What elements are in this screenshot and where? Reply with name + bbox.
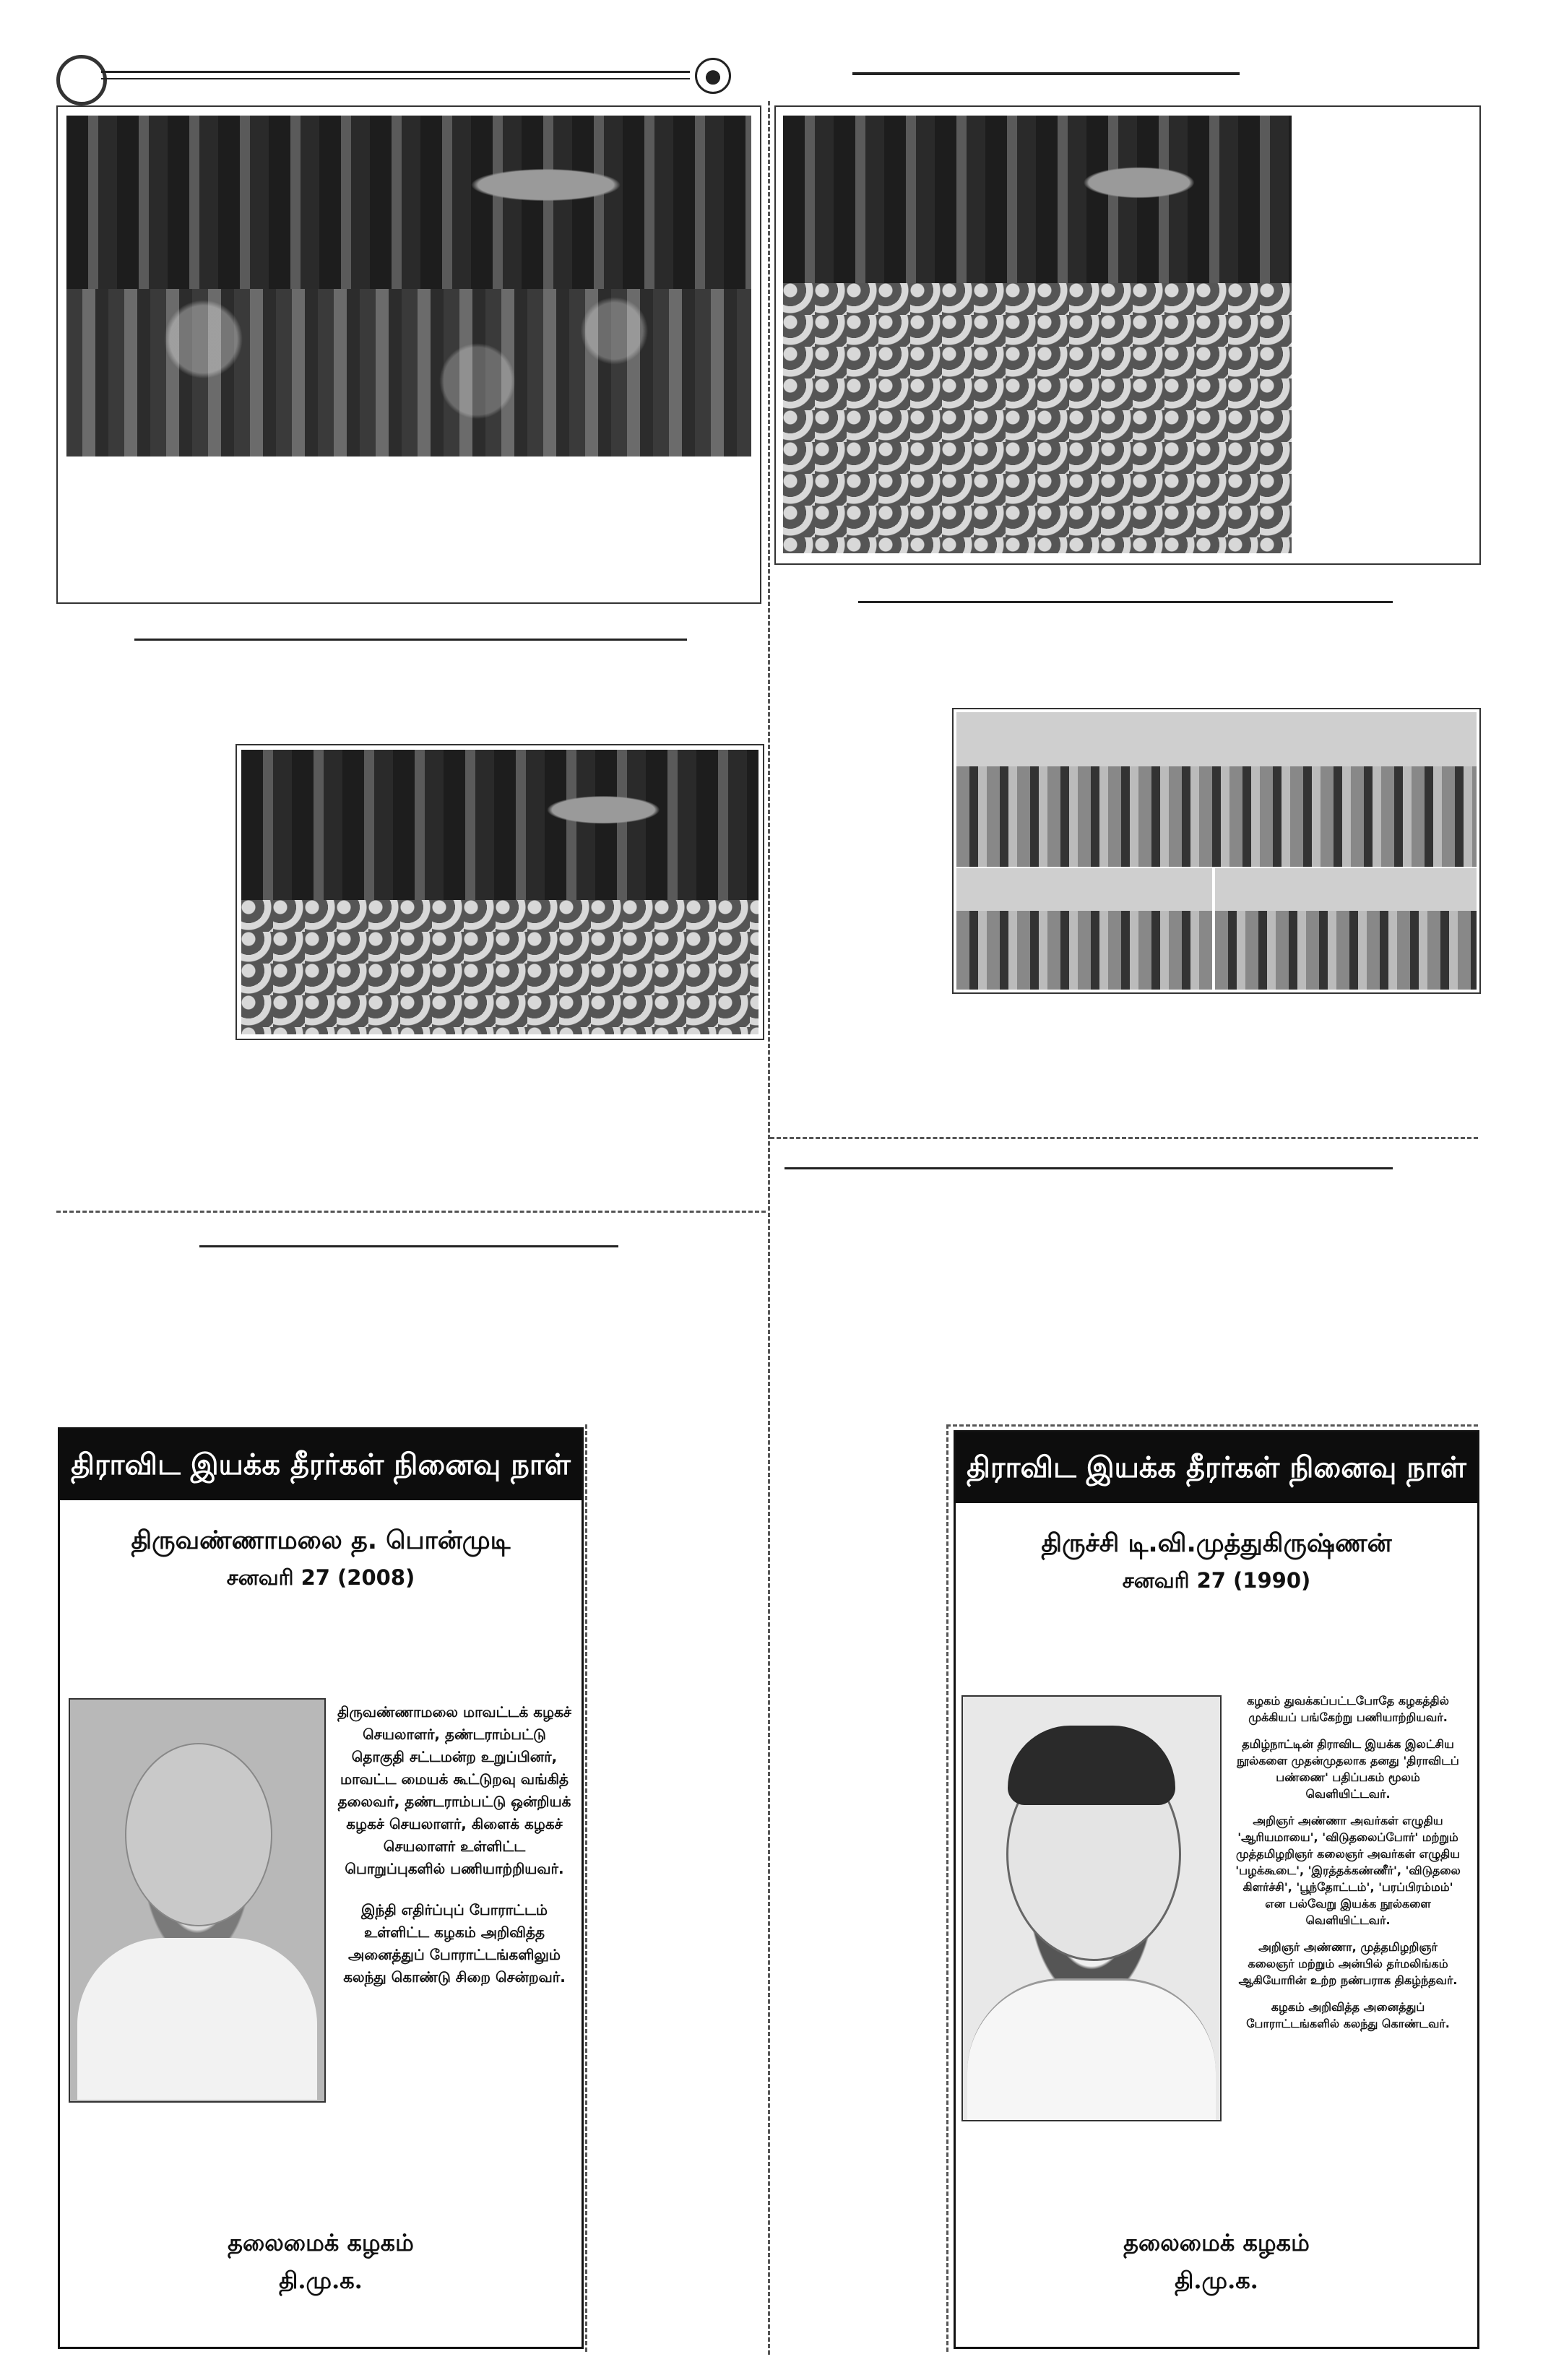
memorial-1-dashed-border <box>585 1424 587 2352</box>
memorial-2-sign-line-1: தலைமைக் கழகம் <box>1123 2229 1310 2256</box>
header-rule-right <box>852 72 1240 75</box>
party-emblem-icon <box>695 58 731 94</box>
memorial-2-portrait <box>961 1695 1222 2121</box>
section-divider-right <box>770 1137 1478 1139</box>
photo-frame-middle-right <box>952 708 1481 994</box>
memorial-2-date: சனவரி 27 (1990) <box>1122 1568 1311 1593</box>
memorial-2-bio-para-4: அறிஞர் அண்ணா, முத்தமிழறிஞர் கலைஞர் மற்றும் அன்பில் தர்மலிங்கம் ஆகியோரின் உற்ற நண்பராக திகழ்ந்தவர். <box>1238 1940 1458 1987</box>
memorial-2-bio <box>1235 1692 1461 2032</box>
memorial-2-bio-para-2: தமிழ்நாட்டின் திராவிட இயக்க இலட்சிய நூல்களை முதன்முதலாக தனது 'திராவிடப் பண்ணை' பதிப்பகம் மூலம் வெளியிட்டவர். <box>1237 1737 1459 1801</box>
memorial-2-bio-para-1: கழகம் துவக்கப்பட்டபோதே கழகத்தில் முக்கியப் பங்கேற்று பணியாற்றியவர். <box>1247 1694 1449 1724</box>
photo-tribute-gathering <box>956 712 1477 867</box>
memorial-card-muthukrishnan <box>954 1430 1479 2349</box>
memorial-1-face <box>125 1743 272 1926</box>
memorial-1-bio-para-1: திருவண்ணாமலை மாவட்டக் கழகச் செயலாளர், தண்டராம்பட்டு தொகுதி சட்டமன்ற உறுப்பினர், மாவட்ட மையக் கூட்டுறவு வங்கித் தலைவர், தண்டராம்பட்டு ஒன்றியக் கழகச் செயலாளர், கிளைக் கழகச் செயலாளர் உள்ளிட்ட பொறுப்புகளில் பணியாற்றியவர். <box>337 1703 572 1877</box>
header-rule-lower <box>101 78 690 79</box>
photo-audience <box>783 283 1292 553</box>
photo-stage-dais <box>783 116 1292 283</box>
photo-tribute-right <box>1215 868 1477 990</box>
memorial-2-dashed-top <box>946 1424 1478 1427</box>
memorial-2-bio-para-5: கழகம் அறிவித்த அனைத்துப் போராட்டங்களில் கலந்து கொண்டவர். <box>1246 2000 1450 2030</box>
section-divider-left <box>56 1211 766 1213</box>
headline-rule-left-lower <box>199 1245 618 1247</box>
photo-stage-speaker <box>241 750 758 900</box>
memorial-2-bio-para-3: அறிஞர் அண்ணா அவர்கள் எழுதிய 'ஆரியமாயை', 'விடுதலைப்போர்' மற்றும் முத்தமிழறிஞர் கலைஞர் அவர்கள் எழுதிய 'பழக்கூடை', 'இரத்தக்கண்ணீர்', 'விடுதலை கிளர்ச்சி', 'பூந்தோட்டம்', 'பரப்பிரம்மம்' என பல்வேறு இயக்க நூல்களை வெளியிட்டவர். <box>1235 1814 1461 1927</box>
memorial-1-sign-line-1: தலைமைக் கழகம் <box>228 2229 414 2256</box>
memorial-2-signature <box>956 2224 1477 2299</box>
memorial-1-bio-para-2: இந்தி எதிர்ப்புப் போராட்டம் உள்ளிட்ட கழகம் அறிவித்த அனைத்துப் போராட்டங்களிலும் கலந்து கொண்டு சிறை சென்றவர். <box>343 1901 566 1986</box>
memorial-1-shirt <box>77 1938 317 2100</box>
header-rule <box>101 71 690 73</box>
photo-women-audience <box>241 900 758 1034</box>
memorial-1-sign-line-2: தி.மு.க. <box>279 2267 363 2294</box>
page-corner-circle <box>56 55 107 105</box>
column-divider <box>768 101 770 2355</box>
photo-frame-top-left <box>56 105 761 604</box>
memorial-card-ponmudi <box>58 1427 584 2349</box>
memorial-1-bio <box>334 1701 574 2007</box>
photo-stage-meeting <box>66 116 751 289</box>
headline-rule-right-lower <box>785 1167 1393 1169</box>
photo-leaders-group <box>66 289 751 456</box>
memorial-2-dashed-border <box>946 1424 948 2352</box>
memorial-2-sign-line-2: தி.மு.க. <box>1175 2267 1258 2294</box>
memorial-1-portrait <box>69 1698 326 2103</box>
photo-tribute-left <box>956 868 1212 990</box>
memorial-2-heading: திராவிட இயக்க தீரர்கள் நினைவு நாள் <box>956 1432 1477 1503</box>
memorial-1-date: சனவரி 27 (2008) <box>226 1565 415 1590</box>
photo-frame-middle-left <box>235 744 764 1040</box>
memorial-2-name: திருச்சி டி.வி.முத்துகிருஷ்ணன் <box>1041 1529 1392 1558</box>
headline-rule-right <box>858 601 1393 603</box>
memorial-1-name: திருவண்ணாமலை த. பொன்முடி <box>131 1526 511 1555</box>
memorial-1-heading: திராவிட இயக்க தீரர்கள் நினைவு நாள் <box>60 1429 582 1500</box>
memorial-2-hair <box>1008 1726 1175 1805</box>
memorial-2-shirt <box>967 1978 1216 2121</box>
headline-rule-left <box>134 639 687 641</box>
photo-frame-top-right <box>774 105 1481 565</box>
memorial-1-signature <box>60 2224 582 2299</box>
